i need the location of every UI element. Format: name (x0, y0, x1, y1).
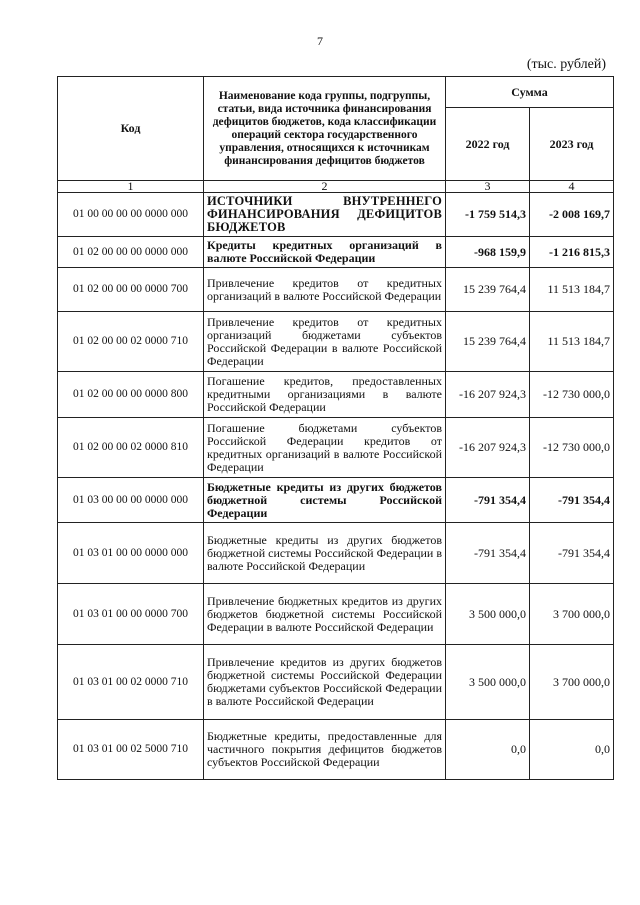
row-name: Привлечение кредитов от кредитных организаций бюджетами субъектов Российской Федерации в валюте Российской Федерации (204, 312, 446, 372)
row-code: 01 02 00 00 02 0000 710 (58, 312, 204, 372)
row-name: ИСТОЧНИКИ ВНУТРЕННЕГО ФИНАНСИРОВАНИЯ ДЕФИЦИТОВ БЮДЖЕТОВ (204, 193, 446, 237)
row-value-2022: 3 500 000,0 (446, 645, 530, 720)
row-code: 01 02 00 00 00 0000 700 (58, 268, 204, 312)
row-name: Погашение кредитов, предоставленных кредитными организациями в валюте Российской Федерации (204, 372, 446, 418)
row-code: 01 03 01 00 02 5000 710 (58, 720, 204, 780)
row-value-2022: -16 207 924,3 (446, 418, 530, 478)
row-value-2023: 3 700 000,0 (530, 645, 614, 720)
row-code: 01 02 00 00 02 0000 810 (58, 418, 204, 478)
row-code: 01 03 01 00 00 0000 700 (58, 584, 204, 645)
table-row (58, 523, 614, 584)
units-label: (тыс. рублей) (526, 57, 606, 72)
header-code: Код (58, 77, 204, 181)
table-row (58, 645, 614, 720)
header-year-2023: 2023 год (530, 108, 614, 181)
row-value-2023: -2 008 169,7 (530, 193, 614, 237)
row-name: Кредиты кредитных организаций в валюте Российской Федерации (204, 237, 446, 268)
row-value-2022: 15 239 764,4 (446, 268, 530, 312)
row-code: 01 03 01 00 02 0000 710 (58, 645, 204, 720)
row-value-2023: 3 700 000,0 (530, 584, 614, 645)
row-value-2022: 3 500 000,0 (446, 584, 530, 645)
index-cell: 1 (58, 181, 204, 193)
row-code: 01 02 00 00 00 0000 000 (58, 237, 204, 268)
row-code: 01 03 00 00 00 0000 000 (58, 478, 204, 523)
header-name: Наименование кода группы, подгруппы, статьи, вида источника финансирования дефицитов бюджетов, кода классификации операций сектора государственного управления, относящихся к источникам финансирования дефицитов бюджетов (204, 77, 446, 181)
table-row (58, 312, 614, 372)
row-value-2023: -1 216 815,3 (530, 237, 614, 268)
sources-table (57, 76, 614, 780)
table-row (58, 478, 614, 523)
header-year-2022: 2022 год (446, 108, 530, 181)
row-name: Привлечение кредитов из других бюджетов бюджетной системы Российской Федерации бюджетами субъектов Российской Федерации в валюте Российской Федерации (204, 645, 446, 720)
index-cell: 3 (446, 181, 530, 193)
row-name: Бюджетные кредиты из других бюджетов бюджетной системы Российской Федерации в валюте Российской Федерации (204, 523, 446, 584)
row-code: 01 02 00 00 00 0000 800 (58, 372, 204, 418)
page-number: 7 (317, 34, 323, 48)
row-value-2023: -12 730 000,0 (530, 418, 614, 478)
row-value-2023: 11 513 184,7 (530, 268, 614, 312)
row-value-2022: -16 207 924,3 (446, 372, 530, 418)
row-value-2023: 0,0 (530, 720, 614, 780)
table-row (58, 193, 614, 237)
table-row (58, 372, 614, 418)
row-value-2023: -791 354,4 (530, 478, 614, 523)
table-row (58, 584, 614, 645)
row-name: Бюджетные кредиты из других бюджетов бюджетной системы Российской Федерации (204, 478, 446, 523)
row-name: Погашение бюджетами субъектов Российской Федерации кредитов от кредитных организаций в валюте Российской Федерации (204, 418, 446, 478)
row-value-2023: -12 730 000,0 (530, 372, 614, 418)
row-name: Бюджетные кредиты, предоставленные для частичного покрытия дефицитов бюджетов субъектов Российской Федерации (204, 720, 446, 780)
index-cell: 4 (530, 181, 614, 193)
row-value-2023: 11 513 184,7 (530, 312, 614, 372)
row-name: Привлечение бюджетных кредитов из других бюджетов бюджетной системы Российской Федерации в валюте Российской Федерации (204, 584, 446, 645)
index-cell: 2 (204, 181, 446, 193)
row-code: 01 00 00 00 00 0000 000 (58, 193, 204, 237)
row-code: 01 03 01 00 00 0000 000 (58, 523, 204, 584)
row-value-2022: 15 239 764,4 (446, 312, 530, 372)
row-value-2022: -791 354,4 (446, 478, 530, 523)
table-row (58, 268, 614, 312)
row-value-2023: -791 354,4 (530, 523, 614, 584)
row-value-2022: -968 159,9 (446, 237, 530, 268)
row-name: Привлечение кредитов от кредитных организаций в валюте Российской Федерации (204, 268, 446, 312)
row-value-2022: -791 354,4 (446, 523, 530, 584)
header-sum: Сумма (446, 77, 614, 108)
table-row (58, 418, 614, 478)
table-row (58, 720, 614, 780)
table-row (58, 237, 614, 268)
row-value-2022: 0,0 (446, 720, 530, 780)
row-value-2022: -1 759 514,3 (446, 193, 530, 237)
